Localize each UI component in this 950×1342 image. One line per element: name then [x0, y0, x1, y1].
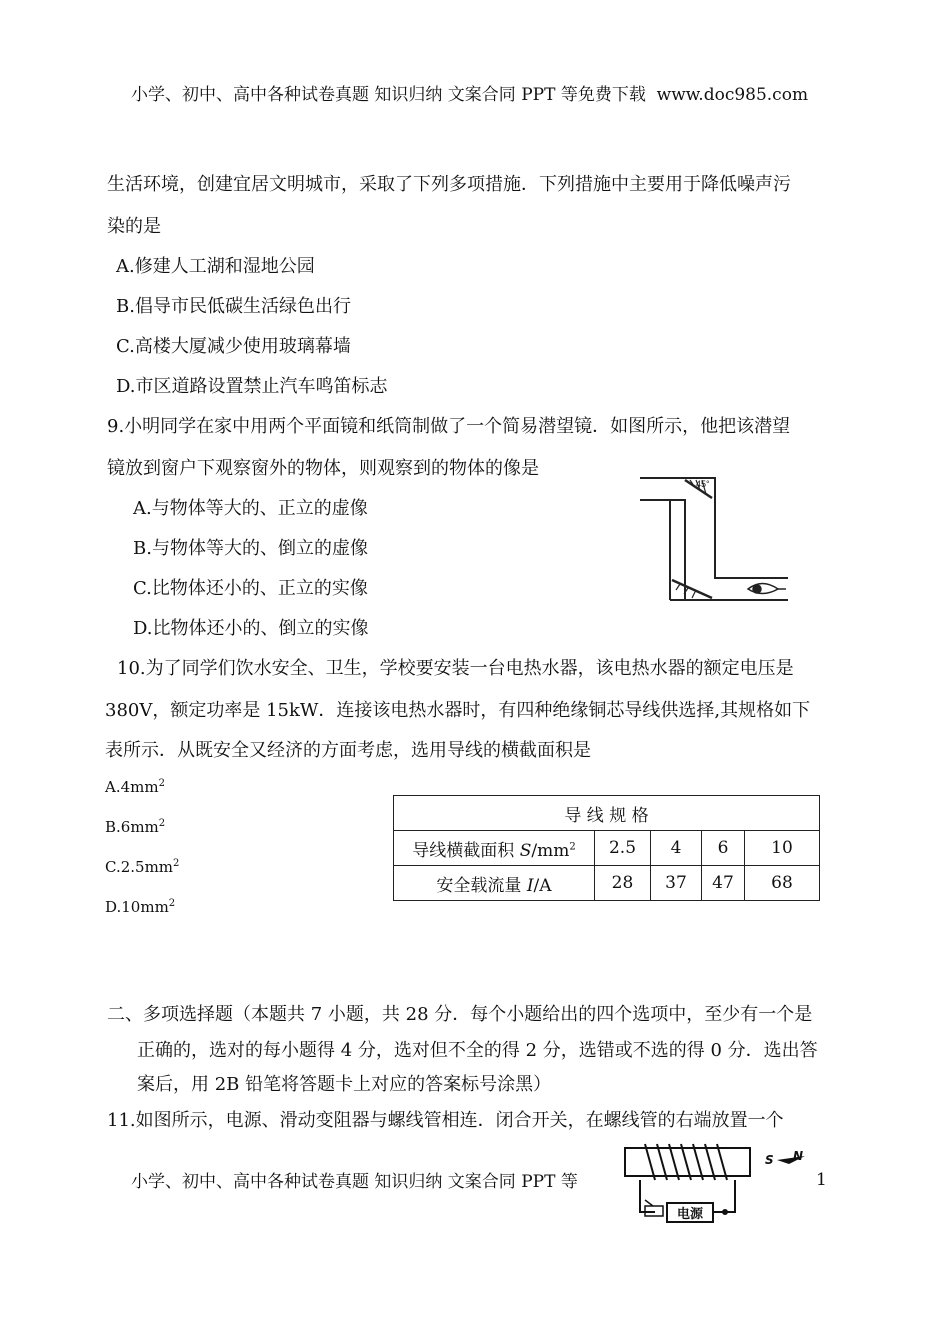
periscope-figure	[630, 470, 790, 605]
row2-label: 安全载流量 I/A	[394, 866, 595, 901]
q8-option-a: A.修建人工湖和湿地公园	[116, 256, 315, 277]
q9-stem-line1: 9.小明同学在家中用两个平面镜和纸筒制做了一个简易潜望镜．如图所示，他把该潜望	[107, 416, 791, 437]
section2-line3: 案后，用 2B 铅笔将答题卡上对应的答案标号涂黑）	[137, 1074, 552, 1095]
lower-mirror	[672, 580, 712, 598]
page-footer: 小学、初中、高中各种试卷真题 知识归纳 文案合同 PPT 等	[131, 1172, 578, 1192]
q10-stem-line2: 380V，额定功率是 15kW．连接该电热水器时，有四种绝缘铜芯导线供选择,其规格如下	[105, 700, 811, 721]
header-text: 小学、初中、高中各种试卷真题 知识归纳 文案合同 PPT 等免费下载	[131, 85, 646, 105]
table-cell: 6	[702, 831, 745, 866]
eye-icon	[748, 584, 786, 594]
table-cell: 10	[745, 831, 820, 866]
q8-option-b: B.倡导市民低碳生活绿色出行	[116, 296, 351, 317]
table-row	[394, 831, 820, 866]
table-cell: 47	[702, 866, 745, 901]
switch-contact	[722, 1209, 728, 1215]
page-mark: 1	[816, 1170, 827, 1190]
q8-option-d: D.市区道路设置禁止汽车鸣笛标志	[116, 376, 388, 397]
solenoid-circuit-figure	[605, 1140, 815, 1230]
q10-option-a: $A.4mm^2$	[105, 778, 165, 796]
row1-label: 导线横截面积 $S/mm^2$	[394, 831, 595, 866]
q8-option-c: C.高楼大厦减少使用玻璃幕墙	[116, 336, 351, 357]
angle-label: 45°	[696, 479, 710, 489]
q10-option-c: $C.2.5mm^2$	[105, 858, 180, 876]
section2-line1: 二、多项选择题（本题共 7 小题，共 28 分．每个小题给出的四个选项中，至少有一个是	[107, 1004, 813, 1025]
table-cell: 4	[651, 831, 702, 866]
q8-stem-line2: 染的是	[107, 216, 161, 237]
q8-stem-line1: 生活环境，创建宜居文明城市，采取了下列多项措施．下列措施中主要用于降低噪声污	[107, 174, 791, 195]
power-label: 电源	[676, 1207, 704, 1222]
solenoid-core	[625, 1148, 750, 1176]
page-header	[131, 80, 808, 105]
table-cell: 28	[595, 866, 651, 901]
q9-option-c: C.比物体还小的、正立的实像	[133, 578, 368, 599]
q10-stem-line3: 表所示．从既安全又经济的方面考虑，选用导线的横截面积是	[105, 740, 591, 761]
table-title: 导 线 规 格	[394, 796, 820, 831]
section2-line2: 正确的，选对的每小题得 4 分，选对但不全的得 2 分，选错或不选的得 0 分．选出答	[137, 1040, 818, 1061]
q10-stem-line1: 10.为了同学们饮水安全、卫生，学校要安装一台电热水器，该电热水器的额定电压是	[117, 658, 794, 679]
solenoid-coil	[645, 1144, 727, 1180]
q10-option-d: $D.10mm^2$	[105, 898, 176, 916]
q9-option-b: B.与物体等大的、倒立的虚像	[133, 538, 368, 559]
table-cell: 68	[745, 866, 820, 901]
q9-option-d: D.比物体还小的、倒立的实像	[133, 618, 369, 639]
header-url: www.doc985.com	[656, 85, 809, 105]
q11-stem-line1: 11.如图所示，电源、滑动变阻器与螺线管相连．闭合开关，在螺线管的右端放置一个	[107, 1110, 784, 1131]
wire-spec-table	[393, 795, 820, 901]
rheostat	[645, 1200, 663, 1216]
q10-option-b: $B.6mm^2$	[105, 818, 166, 836]
table-cell: 2.5	[595, 831, 651, 866]
table-cell: 37	[651, 866, 702, 901]
q9-stem-line2: 镜放到窗户下观察窗外的物体，则观察到的物体的像是	[107, 458, 539, 479]
q9-option-a: A.与物体等大的、正立的虚像	[133, 498, 368, 519]
magnet-n-label: N	[793, 1149, 804, 1163]
table-row	[394, 866, 820, 901]
magnet-s-label: S	[765, 1153, 774, 1167]
